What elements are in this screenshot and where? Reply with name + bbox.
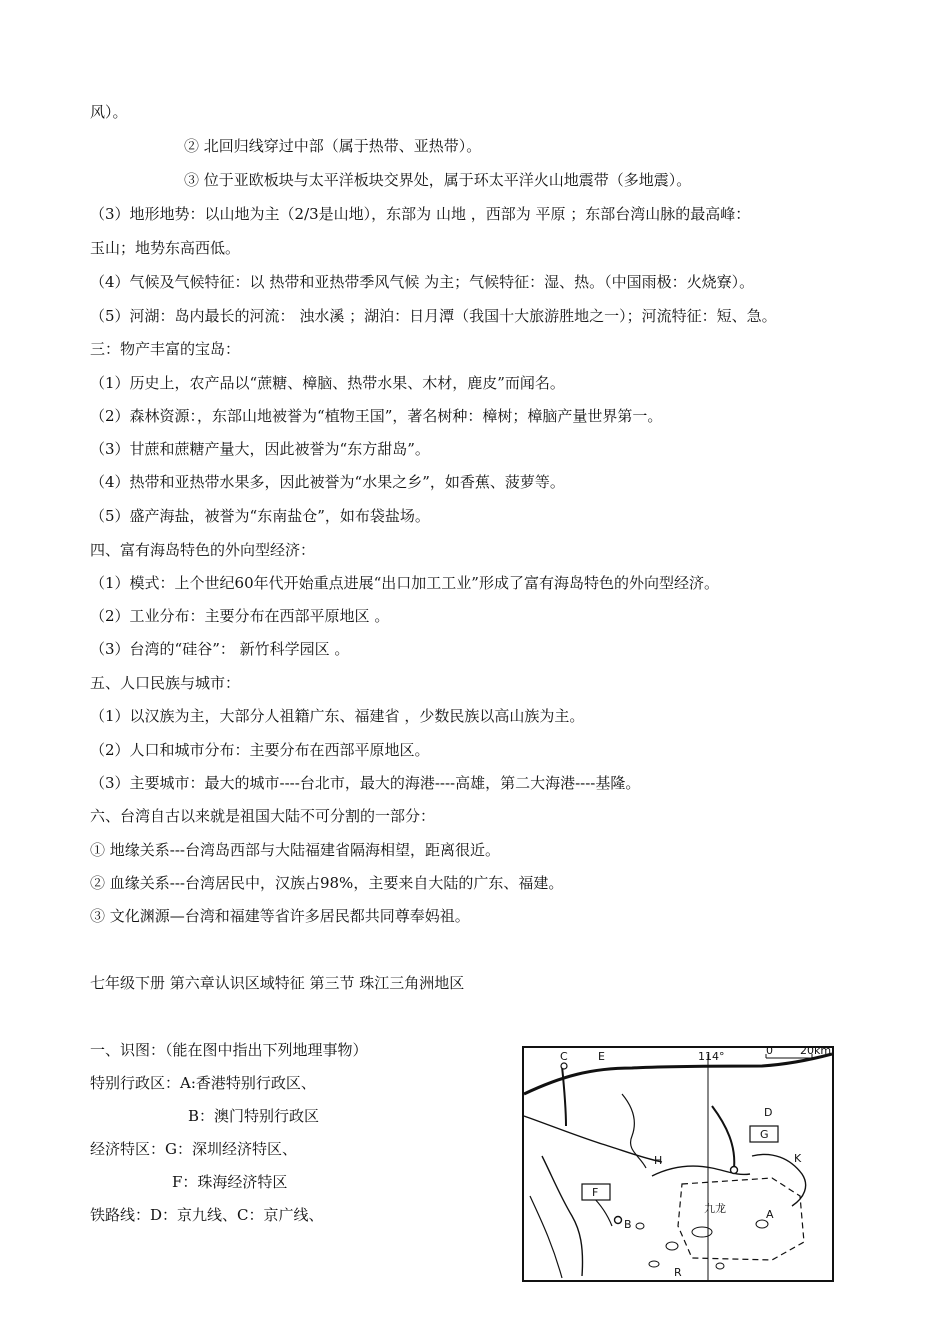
text-line: 经济特区：G：深圳经济特区、 <box>90 1140 297 1158</box>
map-label-kowloon: 九龙 <box>704 1202 726 1215</box>
map-label-g: G <box>760 1128 769 1141</box>
scale-zero: 0 <box>766 1046 773 1057</box>
text-line: （3）甘蔗和蔗糖产量大，因此被誉为“东方甜岛”。 <box>90 440 430 458</box>
text-line: （1）历史上，农产品以“蔗糖、樟脑、热带水果、木材，鹿皮”而闻名。 <box>90 374 565 392</box>
text-line: （1）以汉族为主，大部分人祖籍广东、福建省 ，少数民族以高山族为主。 <box>90 707 585 725</box>
scale-end: 20km <box>800 1046 832 1057</box>
section-heading: 六、台湾自古以来就是祖国大陆不可分割的一部分： <box>90 807 436 825</box>
text-line: （3）主要城市：最大的城市----台北市，最大的海港----高雄，第二大海港----基隆。 <box>90 774 641 792</box>
map-label-k: K <box>794 1152 802 1165</box>
section-heading: 一、识图：（能在图中指出下列地理事物） <box>90 1041 368 1059</box>
text-line: ② 血缘关系---台湾居民中，汉族占98%，主要来自大陆的广东、福建。 <box>90 874 564 892</box>
text-line: ② 北回归线穿过中部（属于热带、亚热带）。 <box>184 137 482 155</box>
text-line: （5）盛产海盐，被誉为“东南盐仓”，如布袋盐场。 <box>90 507 430 525</box>
text-line: （1）模式：上个世纪60年代开始重点进展“出口加工工业”形成了富有海岛特色的外向型经济。 <box>90 574 719 592</box>
map-label-a: A <box>766 1208 774 1221</box>
section-heading: 四、富有海岛特色的外向型经济： <box>90 541 316 559</box>
text-line: （2）人口和城市分布：主要分布在西部平原地区。 <box>90 741 430 759</box>
map-label-h: H <box>654 1154 663 1167</box>
city-point <box>615 1217 622 1224</box>
text-line: （2）工业分布：主要分布在西部平原地区 。 <box>90 607 390 625</box>
chapter-title: 七年级下册 第六章认识区域特征 第三节 珠江三角洲地区 <box>90 974 465 992</box>
map-label-r: R <box>674 1266 682 1279</box>
map-label-b: B <box>624 1218 632 1231</box>
text-line: 玉山；地势东高西低。 <box>90 239 241 257</box>
longitude-label: 114° <box>698 1050 725 1063</box>
text-line: （4）热带和亚热带水果多，因此被誉为“水果之乡”，如香蕉、菠萝等。 <box>90 473 565 491</box>
text-line: ③ 文化渊源—台湾和福建等省许多居民都共同尊奉妈祖。 <box>90 907 470 925</box>
text-line: ③ 位于亚欧板块与太平洋板块交界处，属于环太平洋火山地震带（多地震）。 <box>184 171 692 189</box>
city-point <box>731 1167 738 1174</box>
text-line: （3）地形地势：以山地为主（2/3是山地），东部为 山地 ，西部为 平原 ；东部台湾山脉的最高峰： <box>90 205 751 223</box>
map-label-c: C <box>560 1050 568 1063</box>
text-line: （5）河湖：岛内最长的河流： 浊水溪 ；湖泊：日月潭（我国十大旅游胜地之一）；河流特征：短、急。 <box>90 307 777 325</box>
text-line: 特别行政区：A:香港特别行政区、 <box>90 1074 316 1092</box>
section-heading: 三：物产丰富的宝岛： <box>90 340 241 358</box>
map-label-f: F <box>592 1186 599 1199</box>
map-label-e: E <box>598 1050 605 1063</box>
map-label-d: D <box>764 1106 773 1119</box>
text-line: （3）台湾的“硅谷”： 新竹科学园区 。 <box>90 640 350 658</box>
text-line: ① 地缘关系---台湾岛西部与大陆福建省隔海相望，距离很近。 <box>90 841 500 859</box>
text-line: F：珠海经济特区 <box>172 1173 288 1191</box>
city-point <box>561 1063 567 1069</box>
map-svg <box>522 1046 834 1282</box>
text-line: 风）。 <box>90 103 128 121</box>
text-line: B：澳门特别行政区 <box>188 1107 320 1125</box>
text-line: （2）森林资源：，东部山地被誉为“植物王国”，著名树种：樟树；樟脑产量世界第一。 <box>90 407 663 425</box>
text-line: （4）气候及气候特征：以 热带和亚热带季风气候 为主；气候特征：湿、热。（中国雨极：火烧寮）。 <box>90 273 755 291</box>
section-heading: 五、人口民族与城市： <box>90 674 241 692</box>
text-line: 铁路线：D：京九线、C：京广线、 <box>90 1206 324 1224</box>
pearl-river-delta-map <box>522 1046 834 1282</box>
